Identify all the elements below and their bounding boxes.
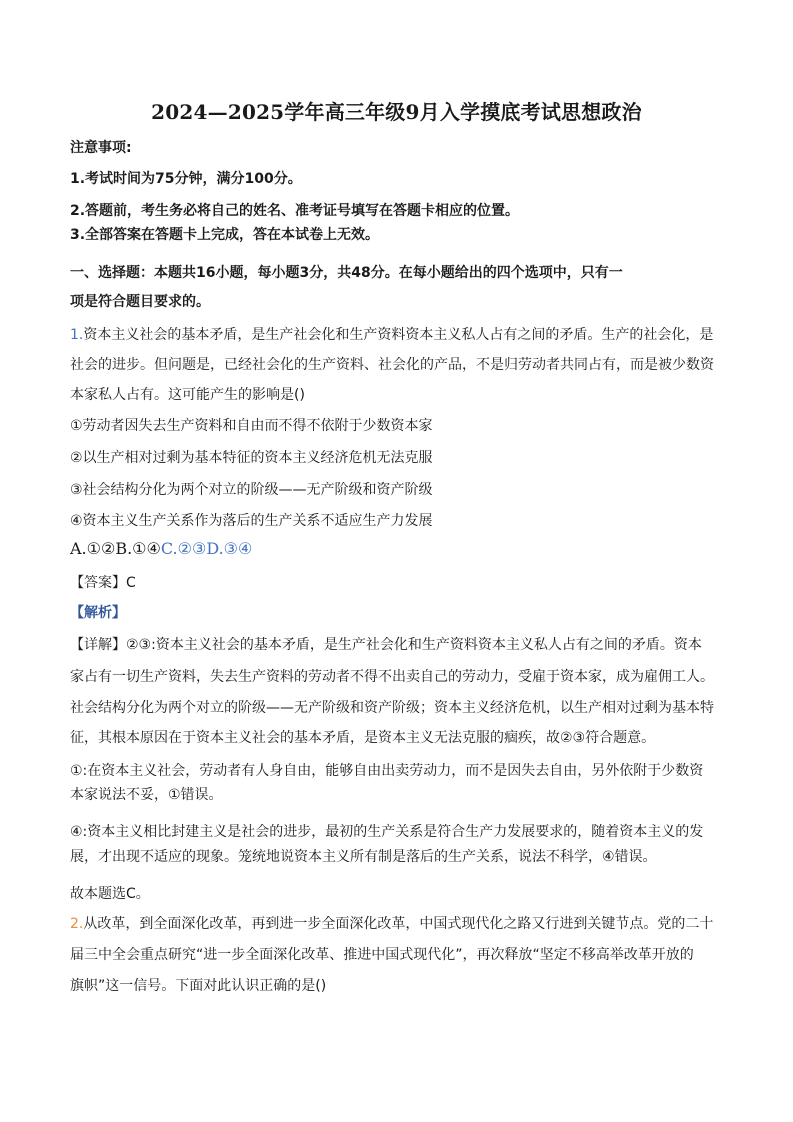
question-1-stem-line-2: 社会的进步。但问题是，已经社会化的生产资料、社会化的产品，不是归劳动者共同占有，而是被少数资	[70, 357, 714, 373]
note-item-3: 3.全部答案在答题卡上完成，答在本试卷上无效。	[70, 227, 380, 243]
question-1-statement-3: ③社会结构分化为两个对立的阶级——无产阶级和资产阶级	[70, 482, 433, 498]
question-1-stem-line-1: 1.资本主义社会的基本矛盾，是生产社会化和生产资料资本主义私人占有之间的矛盾。生产的社会化，是	[70, 327, 714, 343]
detail2-line-2: 本家说法不妥，①错误。	[70, 787, 223, 803]
detail2-line-1: ①:在资本主义社会，劳动者有人身自由，能够自由出卖劳动力，而不是因失去自由，另外依附于少数资	[70, 763, 704, 779]
question-1-statement-1: ①劳动者因失去生产资料和自由而不得不依附于少数资本家	[70, 418, 433, 434]
section-heading-line-1: 一、选择题：本题共16小题，每小题3分，共48分。在每小题给出的四个选项中，只有一	[70, 265, 623, 281]
page-title: 2024—2025学年高三年级9月入学摸底考试思想政治	[151, 100, 642, 124]
option-b: B.①④	[115, 539, 161, 558]
section-heading-line-2: 项是符合题目要求的。	[70, 294, 210, 310]
detail3-line-2: 展，才出现不适应的现象。笼统地说资本主义所有制是落后的生产关系，说法不科学，④错误。	[70, 849, 657, 865]
question-1-analysis-label: 【解析】	[70, 605, 126, 621]
question-1-options	[70, 539, 252, 559]
option-d: D.③④	[206, 539, 253, 558]
notes-heading: 注意事项:	[70, 140, 132, 156]
question-1-answer: 【答案】C	[70, 575, 136, 591]
question-1-statement-2: ②以生产相对过剩为基本特征的资本主义经济危机无法克服	[70, 450, 433, 466]
note-item-2: 2.答题前，考生务必将自己的姓名、准考证号填写在答题卡相应的位置。	[70, 203, 520, 219]
detail-line-4: 征，其根本原因在于资本主义社会的基本矛盾，是资本主义无法克服的痼疾，故②③符合题意。	[70, 730, 656, 746]
detail-line-1: 【详解】②③:资本主义社会的基本矛盾，是生产社会化和生产资料资本主义私人占有之间的矛盾。资本	[70, 637, 702, 653]
detail-line-2: 家占有一切生产资料，失去生产资料的劳动者不得不出卖自己的劳动力，受雇于资本家，成为雇佣工人。	[70, 669, 714, 685]
detail3-line-1: ④:资本主义相比封建主义是社会的进步，最初的生产关系是符合生产力发展要求的，随着资本主义的发	[70, 824, 704, 840]
question-2-stem-line-1: 2.从改革，到全面深化改革，再到进一步全面深化改革，中国式现代化之路又行进到关键节点。党的二十	[70, 916, 714, 932]
option-c: C.②③	[160, 539, 207, 558]
detail-line-3: 社会结构分化为两个对立的阶级——无产阶级和资产阶级；资本主义经济危机，以生产相对过剩为基本特	[70, 700, 714, 716]
note-item-1: 1.考试时间为75分钟，满分100分。	[70, 171, 302, 187]
question-1-conclusion: 故本题选C。	[70, 886, 150, 902]
option-a: A.①②	[70, 539, 116, 558]
question-1-number: 1.	[70, 327, 84, 343]
question-2-stem-line-2: 届三中全会重点研究“进一步全面深化改革、推进中国式现代化”，再次释放“坚定不移高举改革开放的	[70, 947, 694, 963]
question-2-number: 2.	[70, 916, 84, 932]
question-1-statement-4: ④资本主义生产关系作为落后的生产关系不适应生产力发展	[70, 513, 433, 529]
question-1-stem-line-3: 本家私人占有。这可能产生的影响是()	[70, 387, 305, 403]
question-2-stem-line-3: 旗帜”这一信号。下面对此认识正确的是()	[70, 978, 327, 994]
